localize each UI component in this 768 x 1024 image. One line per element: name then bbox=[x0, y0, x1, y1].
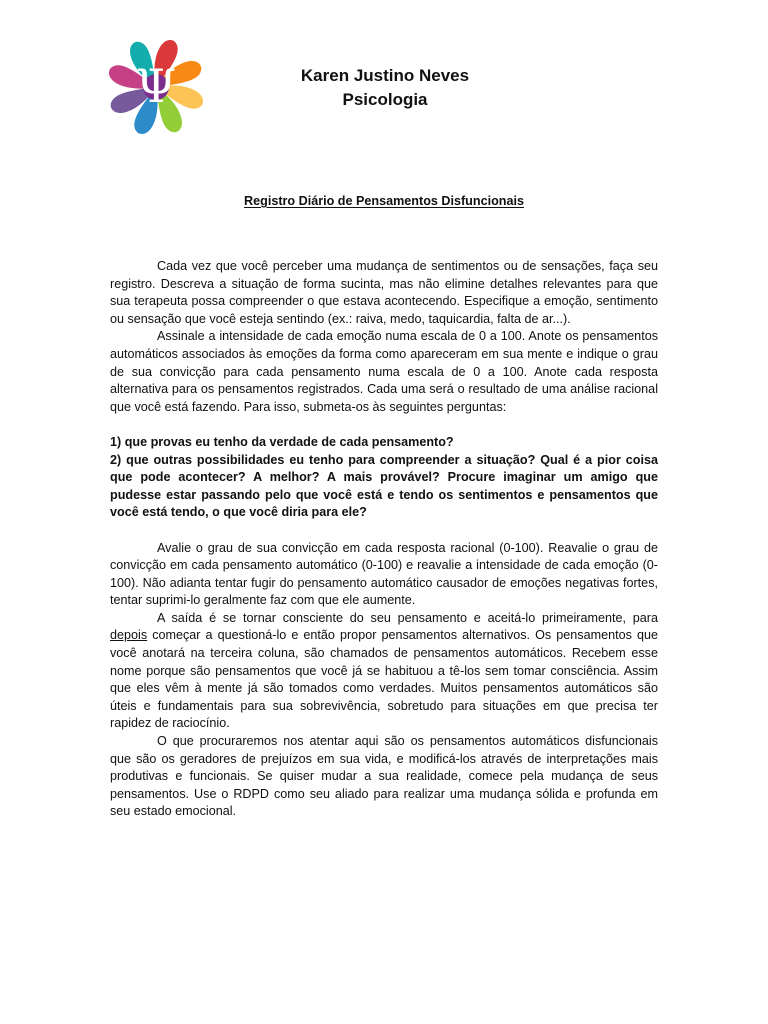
paragraph-awareness-start: A saída é se tornar consciente do seu pensamento e aceitá-lo primeiramente, para bbox=[157, 610, 658, 625]
paragraph-awareness bbox=[110, 610, 658, 733]
document-body bbox=[110, 258, 658, 821]
paragraph-instructions: Cada vez que você perceber uma mudança de sentimentos ou de sensações, faça seu registro. Descreva a situação de forma sucinta, mas não elimine detalhes relevantes para que sua terapeuta possa compreender o que estava acontecendo. Especifique a emoção, sentimento ou sensação que você esteja sentindo (ex.: raiva, medo, taquicardia, falta de ar...). bbox=[110, 259, 658, 326]
spacer bbox=[110, 522, 658, 540]
underlined-word: depois bbox=[110, 628, 148, 643]
paragraph-evaluation: Avalie o grau de sua convicção em cada resposta racional (0-100). Reavalie o grau de convicção em cada pensamento automático (0-100) e reavalie a intensidade de cada emoção (0-100). Não adianta tentar fugir do pensamento automático causador de emoções negativas fortes, tentar suprimi-lo geralmente faz com que ele aumente. bbox=[110, 540, 658, 608]
document-title: Registro Diário de Pensamentos Disfuncionais bbox=[244, 194, 524, 208]
author-name: Karen Justino Neves bbox=[300, 66, 470, 85]
psi-flower-logo-icon bbox=[107, 40, 205, 134]
paragraph-intensity: Assinale a intensidade de cada emoção numa escala de 0 a 100. Anote os pensamentos automáticos associados às emoções da forma como apareceram em sua mente e indique o grau de sua convicção para cada pensamento numa escala de 0 a 100. Anote cada resposta alternativa para os pensamentos registrados. Cada uma será o resultado de uma análise racional que você está fazendo. Para isso, submeta-os às seguintes perguntas: bbox=[110, 329, 658, 414]
spacer bbox=[110, 416, 658, 434]
logo-graphic bbox=[107, 40, 205, 134]
question-1: 1) que provas eu tenho da verdade de cada pensamento? bbox=[110, 434, 454, 449]
author-profession: Psicologia bbox=[342, 90, 428, 109]
question-2: 2) que outras possibilidades eu tenho para compreender a situação? Qual é a pior coisa que pode acontecer? A melhor? A mais provável? Procure imaginar um amigo que pudesse estar passando pelo que você está e tendo os sentimentos e pensamentos que você está tendo, o que você diria para ele? bbox=[110, 452, 658, 520]
paragraph-awareness-rest: começar a questioná-lo e então propor pensamentos alternativos. Os pensamentos que você anotará na terceira coluna, são chamados de pensamentos automáticos. Recebem esse nome porque são pensamentos que você já se habituou a tê-los sem tomar consciência. Assim que eles vêm à mente já são tomados como verdades. Muitos pensamentos automáticos são úteis e fundamentais para sua sobrevivência, sobretudo para situações em que precisa ter rapidez de raciocínio. bbox=[110, 628, 658, 731]
logo-psi-glyph: Ψ bbox=[135, 59, 177, 113]
paragraph-conclusion: O que procuraremos nos atentar aqui são os pensamentos automáticos disfuncionais que são os geradores de prejuízos em sua vida, e modificá-los através de interpretações mais produtivas e funcionais. Se quiser mudar a sua realidade, comece pela mudança de seus pensamentos. Use o RDPD como seu aliado para realizar uma mudança sólida e profunda em seu estado emocional. bbox=[110, 734, 658, 819]
header-block bbox=[270, 64, 500, 112]
